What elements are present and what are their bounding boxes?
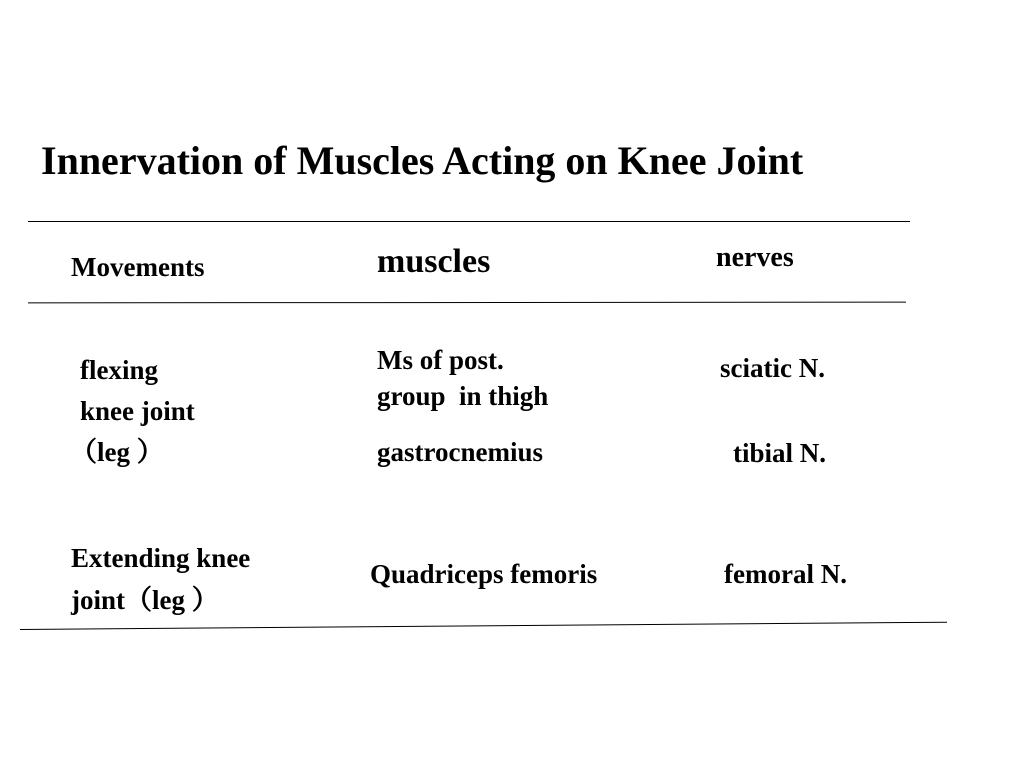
movement-line: （leg ） [70,437,164,467]
header-movements: Movements [71,252,205,282]
movement-flexing [70,350,195,473]
muscle-posterior-group [377,342,548,414]
header-muscles: muscles [377,243,491,280]
table-top-rule [28,221,910,222]
slide-title: Innervation of Muscles Acting on Knee Joint [41,138,804,183]
nerve-sciatic: sciatic N. [720,353,825,383]
muscle-line: Ms of post. [377,345,504,375]
table-bottom-rule [20,622,947,630]
muscle-line: group in thigh [377,381,549,411]
muscle-gastrocnemius: gastrocnemius [377,437,543,467]
movement-line: joint（leg ） [71,585,219,615]
nerve-femoral: femoral N. [724,559,847,589]
nerve-tibial: tibial N. [733,438,827,468]
header-bottom-rule [28,302,906,304]
movement-line: flexing [80,355,158,385]
movement-line: Extending knee [71,543,251,573]
movement-line: knee joint [80,396,195,426]
muscle-quadriceps: Quadriceps femoris [370,559,598,589]
movement-extending [71,537,250,621]
header-nerves: nerves [716,242,794,273]
